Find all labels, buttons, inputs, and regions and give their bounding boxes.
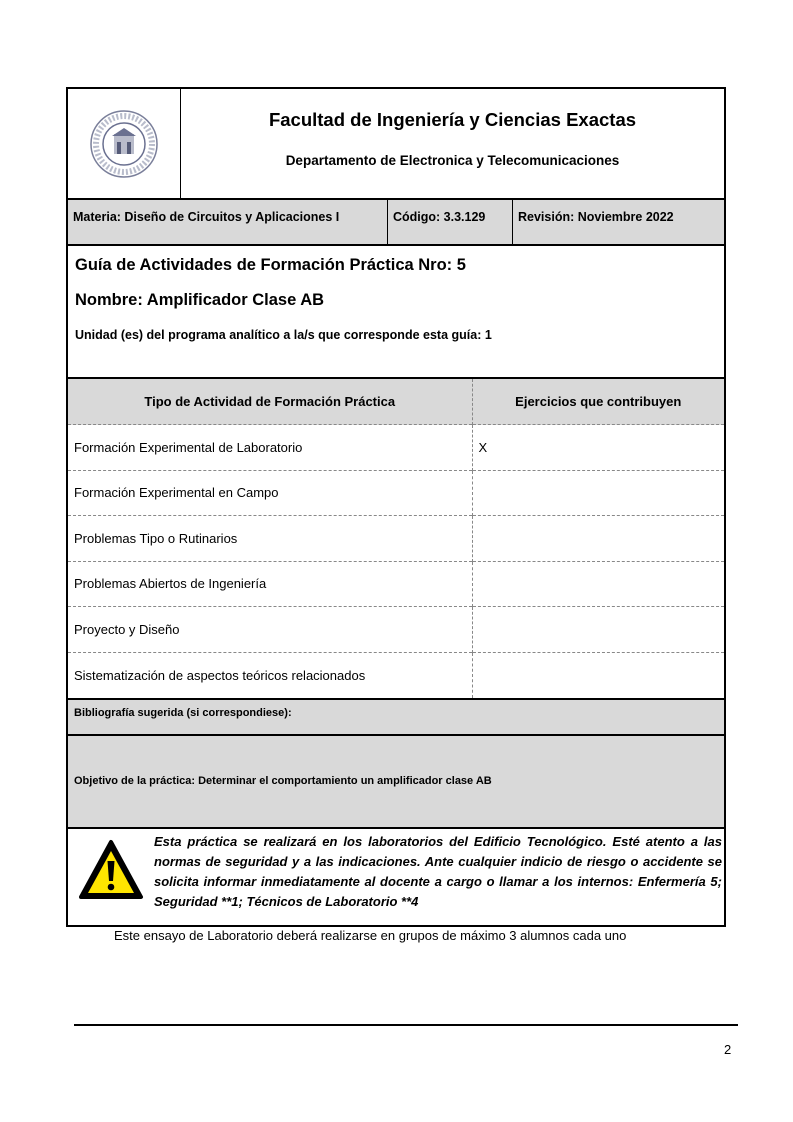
meta-row bbox=[68, 200, 724, 246]
activity-type: Formación Experimental en Campo bbox=[68, 470, 472, 516]
department-title: Departamento de Electronica y Telecomunicaciones bbox=[285, 153, 620, 168]
table-row bbox=[68, 470, 724, 516]
activity-mark bbox=[472, 470, 724, 516]
activity-mark bbox=[472, 607, 724, 653]
table-row bbox=[68, 561, 724, 607]
activity-type: Proyecto y Diseño bbox=[68, 607, 472, 653]
logo-cell bbox=[68, 89, 181, 198]
table-row bbox=[68, 425, 724, 471]
title-cell bbox=[181, 89, 724, 198]
table-row bbox=[68, 607, 724, 653]
activity-mark bbox=[472, 652, 724, 698]
footer-divider bbox=[74, 1024, 738, 1026]
page-number: 2 bbox=[724, 1042, 732, 1057]
faculty-title: Facultad de Ingeniería y Ciencias Exactas bbox=[268, 109, 637, 130]
objective-row bbox=[68, 736, 724, 829]
activities-section bbox=[68, 379, 724, 700]
activity-type: Formación Experimental de Laboratorio bbox=[68, 425, 472, 471]
guide-unit: Unidad (es) del programa analítico a la/s que corresponde esta guía: 1 bbox=[75, 328, 492, 342]
warning-row bbox=[68, 829, 724, 925]
table-header-row bbox=[68, 379, 724, 425]
activity-type: Problemas Tipo o Rutinarios bbox=[68, 516, 472, 562]
activities-table bbox=[68, 379, 724, 698]
activity-mark bbox=[472, 516, 724, 562]
bibliography-row: Bibliografía sugerida (si correspondiese): bbox=[68, 700, 724, 736]
guide-name: Nombre: Amplificador Clase AB bbox=[75, 291, 325, 309]
revision-label: Revisión: Noviembre 2022 bbox=[518, 210, 674, 224]
header-row bbox=[68, 89, 724, 200]
warning-triangle-icon bbox=[78, 839, 144, 901]
activity-type: Problemas Abiertos de Ingeniería bbox=[68, 561, 472, 607]
objective-text: Objetivo de la práctica: Determinar el comportamiento un amplificador clase AB bbox=[74, 775, 492, 787]
table-row bbox=[68, 516, 724, 562]
group-note: Este ensayo de Laboratorio deberá realizarse en grupos de máximo 3 alumnos cada uno bbox=[114, 928, 627, 943]
column-header-exercises: Ejercicios que contribuyen bbox=[472, 379, 724, 425]
activity-mark: X bbox=[472, 425, 724, 471]
guide-section bbox=[68, 246, 724, 379]
form-frame bbox=[66, 87, 726, 927]
activity-type: Sistematización de aspectos teóricos relacionados bbox=[68, 652, 472, 698]
subject-label: Materia: Diseño de Circuitos y Aplicaciones I bbox=[68, 200, 388, 244]
activity-mark bbox=[472, 561, 724, 607]
warning-text: Esta práctica se realizará en los laboratorios del Edificio Tecnológico. Esté atento a las normas de seguridad y a las indicaciones. Ante cualquier indicio de riesgo o accidente se solicita informar inmediatamente al docente a cargo o llamar a los internos: Enfermería 5; Seguridad **1; Técnicos de Laboratorio **4 bbox=[154, 833, 722, 909]
column-header-type: Tipo de Actividad de Formación Práctica bbox=[68, 379, 472, 425]
table-row bbox=[68, 652, 724, 698]
warning-icon-cell bbox=[68, 829, 154, 901]
guide-title: Guía de Actividades de Formación Práctica Nro: 5 bbox=[75, 256, 466, 274]
code-label: Código: 3.3.129 bbox=[388, 200, 513, 244]
university-seal-icon bbox=[88, 108, 160, 180]
